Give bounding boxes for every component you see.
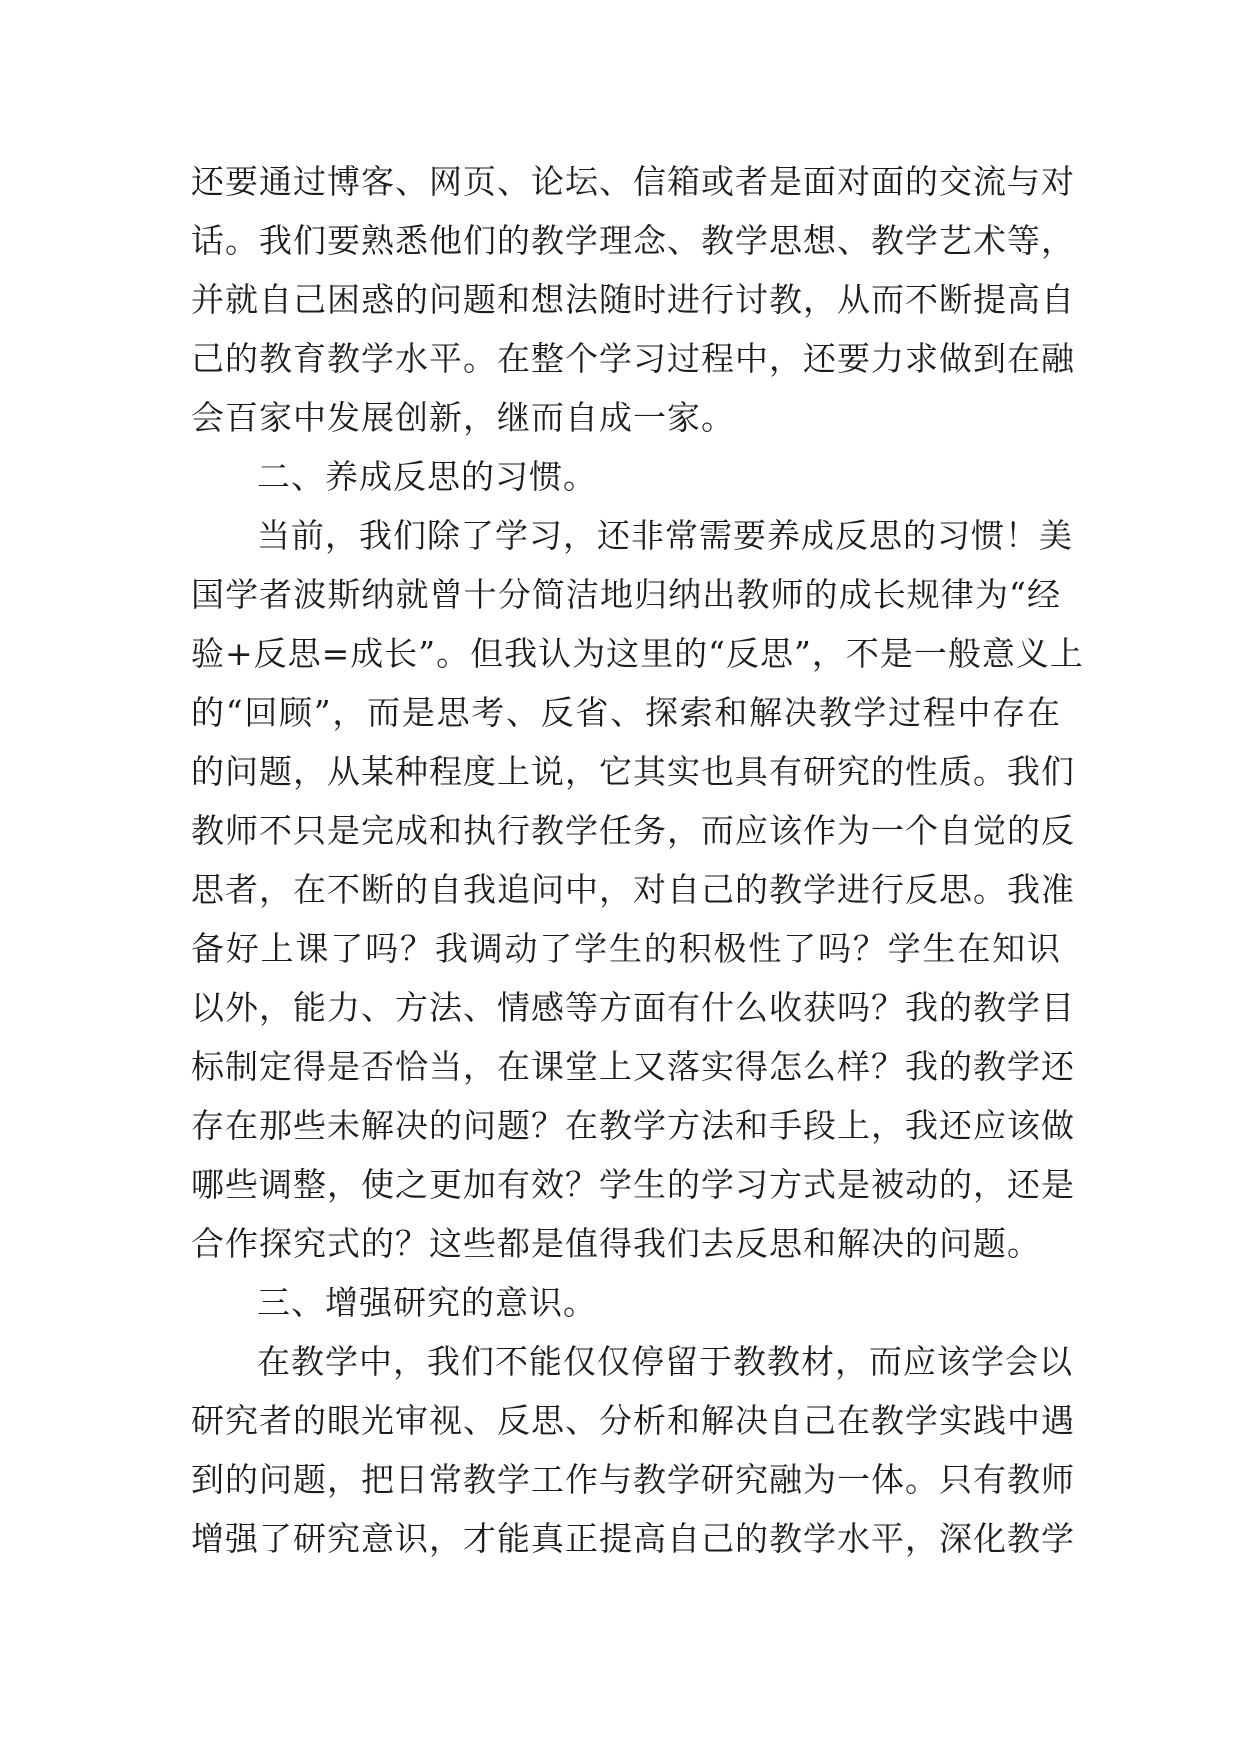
text-line: 当前，我们除了学习，还非常需要养成反思的习惯！美: [257, 516, 1073, 555]
text-line: 教师不只是完成和执行教学任务，而应该作为一个自觉的反: [191, 811, 1075, 850]
text-line: 研究者的眼光审视、反思、分析和解决自己在教学实践中遇: [191, 1401, 1075, 1440]
text-line: 哪些调整，使之更加有效？学生的学习方式是被动的，还是: [191, 1165, 1075, 1204]
text-line: 己的教育教学水平。在整个学习过程中，还要力求做到在融: [191, 339, 1075, 378]
text-line: 在教学中，我们不能仅仅停留于教教材，而应该学会以: [257, 1342, 1073, 1381]
text-line: 还要通过博客、网页、论坛、信箱或者是面对面的交流与对: [191, 162, 1075, 201]
text-line: 到的问题，把日常教学工作与教学研究融为一体。只有教师: [191, 1460, 1075, 1499]
text-line: 的“回顾”，而是思考、反省、探索和解决教学过程中存在: [191, 693, 1061, 732]
text-line: 会百家中发展创新，继而自成一家。: [191, 398, 735, 437]
text-line: 并就自己困惑的问题和想法随时进行讨教，从而不断提高自: [191, 280, 1075, 319]
text-line: 合作探究式的？这些都是值得我们去反思和解决的问题。: [191, 1224, 1041, 1263]
text-line: 以外，能力、方法、情感等方面有什么收获吗？我的教学目: [191, 988, 1075, 1027]
section-heading: 三、增强研究的意识。: [257, 1283, 597, 1322]
text-line: 标制定得是否恰当，在课堂上又落实得怎么样？我的教学还: [191, 1047, 1075, 1086]
text-line: 备好上课了吗？我调动了学生的积极性了吗？学生在知识: [191, 929, 1061, 968]
text-line: 增强了研究意识，才能真正提高自己的教学水平，深化教学: [191, 1519, 1075, 1558]
text-line: 的问题，从某种程度上说，它其实也具有研究的性质。我们: [191, 752, 1075, 791]
text-line: 话。我们要熟悉他们的教学理念、教学思想、教学艺术等，: [191, 221, 1075, 260]
text-line: 存在那些未解决的问题？在教学方法和手段上，我还应该做: [191, 1106, 1075, 1145]
text-line: 验+反思=成长”。但我认为这里的“反思”，不是一般意义上: [191, 634, 1084, 673]
text-line: 国学者波斯纳就曾十分简洁地归纳出教师的成长规律为“经: [191, 575, 1061, 614]
text-line: 思者，在不断的自我追问中，对自己的教学进行反思。我准: [191, 870, 1075, 909]
section-heading: 二、养成反思的习惯。: [257, 457, 597, 496]
